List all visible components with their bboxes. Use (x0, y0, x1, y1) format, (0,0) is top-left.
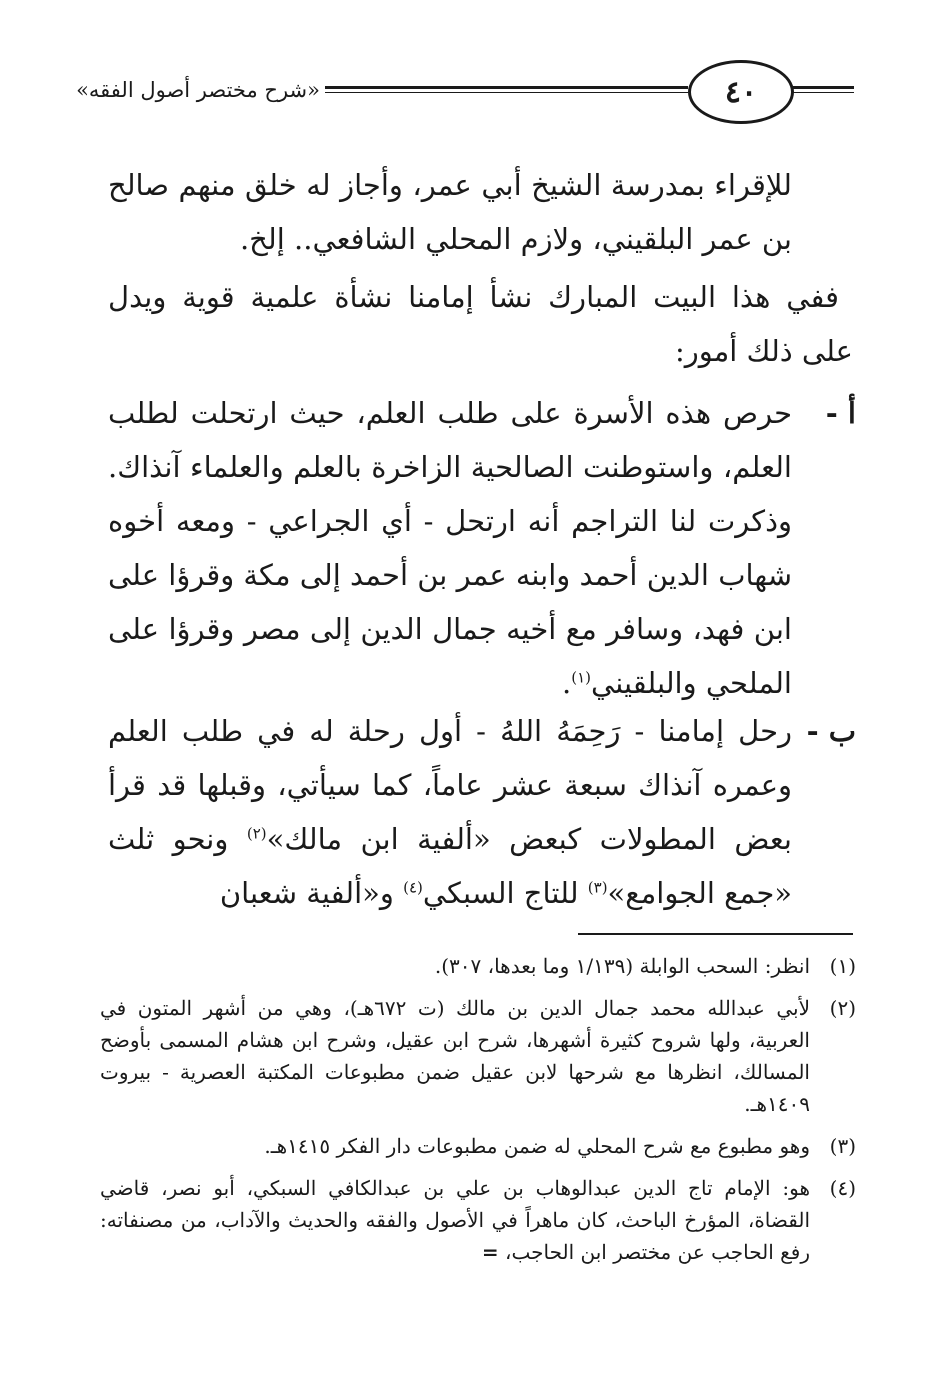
footnote-number: (٢) (829, 996, 856, 1020)
footnote-text: وهو مطبوع مع شرح المحلي له ضمن مطبوعات دار الفكر ١٤١٥هـ. (264, 1134, 810, 1158)
footnote-ref-1[interactable]: (١) (571, 668, 592, 687)
item-b-part-4: و«ألفية شعبان (219, 876, 404, 910)
item-a-body: حرص هذه الأسرة على طلب العلم، حيث ارتحلت لطلب العلم، واستوطنت الصالحية الزاخرة بالعلم والعلماء آنذاك. وذكرت لنا التراجم أنه ارتحل - أي الجراعي - ومعه أخوه شهاب الدين أحمد وابنه عمر بن أحمد إلى مكة وقرؤا على ابن فهد، وسافر مع أخيه جمال الدين إلى مصر وقرؤا على الملحي والبلقيني (107, 396, 792, 700)
footnote-text (100, 1172, 810, 1268)
list-item-b (108, 704, 856, 920)
header-rule-middle (325, 86, 688, 89)
item-b-part-2: ونحو ثلث «جمع الجوامع» (108, 822, 792, 910)
footnote (100, 1172, 856, 1268)
footnote-text: انظر: السحب الوابلة (١/١٣٩ وما بعدها، ٣٠٧). (434, 954, 810, 978)
footnote (100, 950, 856, 982)
page-number: ٤٠ (688, 60, 794, 124)
item-b-part-3: للتاج السبكي (422, 876, 588, 910)
item-b-part-1: رحل إمامنا - رَحِمَهُ اللهُ - أول رحلة له في طلب العلم وعمره آنذاك سبعة عشر عاماً، كما سيأتي، وقبلها قد قرأ بعض المطولات كبعض «ألفية ابن مالك» (108, 714, 792, 856)
running-title: «شرح مختصر أصول الفقه» (76, 78, 320, 102)
footnote-number: (١) (829, 954, 856, 978)
footnote (100, 1130, 856, 1162)
header-rule-middle-thin (325, 92, 688, 93)
list-marker-a: أ - (825, 396, 856, 430)
list-item-b-text (108, 704, 792, 920)
paragraph-2: ففي هذا البيت المبارك نشأ إمامنا نشأة علمية قوية ويدل على ذلك أمور: (108, 280, 853, 368)
footnote-separator (578, 933, 853, 935)
footnote (100, 992, 856, 1120)
header-rule-right-thin (788, 92, 854, 93)
footnote-number: (٤) (829, 1176, 856, 1200)
list-item-a-text (108, 386, 792, 710)
footnote-ref-4[interactable]: (٤) (403, 878, 423, 897)
footnote-ref-2[interactable]: (٢) (246, 824, 267, 843)
list-item-a (108, 386, 856, 710)
footnote-4-body: هو: الإمام تاج الدين عبدالوهاب بن علي بن عبدالكافي السبكي، أبو نصر، قاضي القضاة، المؤرخ الباحث، كان ماهراً في الأصول والفقه والحديث والآداب، من مصنفاته: رفع الحاجب عن مختصر ابن الحاجب، (100, 1176, 810, 1264)
header-rule-right (788, 86, 854, 89)
footnote-text: لأبي عبدالله محمد جمال الدين بن مالك (ت ٦٧٢هـ)، وهي من أشهر المتون في العربية، ولها شروح كثيرة أشهرها، شرح ابن عقيل، وشرح ابن هشام المسمى بأوضح المسالك، انظرها مع شرحها لابن عقيل ضمن مطبوعات المكتبة العصرية - بيروت ١٤٠٩هـ. (100, 996, 810, 1116)
footnote-number: (٣) (829, 1134, 856, 1158)
item-a-end: . (562, 666, 572, 700)
list-marker-b: ب - (806, 714, 856, 748)
footnotes (100, 950, 856, 1278)
footnote-ref-3[interactable]: (٣) (587, 878, 608, 897)
continuation-mark: = (481, 1240, 499, 1264)
page-header (0, 52, 946, 132)
paragraph-1: للإقراء بمدرسة الشيخ أبي عمر، وأجاز له خلق منهم صالح بن عمر البلقيني، ولازم المحلي الشافعي.. إلخ. (108, 168, 792, 256)
